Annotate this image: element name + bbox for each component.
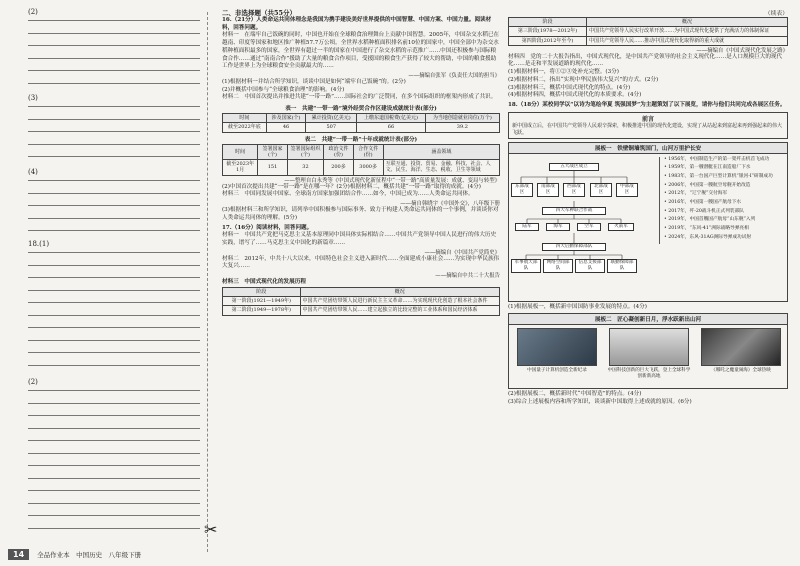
exhibit-board-2 bbox=[508, 313, 788, 389]
table4-head: 阶段 bbox=[509, 18, 587, 27]
answer-line[interactable] bbox=[28, 265, 200, 266]
tree-branch-navy: 海军 bbox=[546, 223, 570, 231]
table2 bbox=[222, 144, 500, 176]
table1-cell: 46 bbox=[266, 123, 305, 132]
table3-cell: 第二阶段(1949—1978年) bbox=[223, 306, 301, 315]
scissors-icon: ✂ bbox=[204, 520, 218, 539]
tree-zone-north: 北部战区 bbox=[590, 183, 612, 197]
answer-line[interactable] bbox=[28, 302, 200, 303]
answer-line[interactable] bbox=[28, 20, 200, 21]
answer-line[interactable] bbox=[28, 503, 200, 504]
answer-line[interactable] bbox=[28, 465, 200, 466]
table2-caption: 表二 共建“一带一路”十年成就统计表(部分) bbox=[304, 136, 418, 143]
answer-line[interactable] bbox=[28, 340, 200, 341]
q16-head: 16.（21分）人类命运共同体理念是我国为携手建设美好世界提供的中国智慧、中国方案、中国力量。阅读材料，回答问题。 bbox=[222, 17, 492, 31]
answer-line[interactable] bbox=[28, 515, 200, 516]
tree-row2-title: 四大军种联合作战 bbox=[542, 207, 606, 215]
q17-head: 17.（16分）阅读材料，回答问题。 bbox=[222, 224, 313, 231]
timeline bbox=[659, 157, 785, 244]
timeline-item: • 2019年，“东风-41”洲际战略导弹亮相 bbox=[664, 226, 749, 232]
q16-material2: 材料二 中国首次提出并推进共建“一带一路”……国际社会的广泛赞同，在多个国际组织的框架内形成了共识。 bbox=[222, 94, 497, 101]
table2-cell: 互联互通、投资、贸易、金融、科技、社会、人文、民生、海洋、生态、税收、卫生等领域 bbox=[383, 160, 499, 176]
q17-material1: 材料一 中国共产党把马克思主义基本原理同中国具体实际相结合……中国共产党领导中国人民进行的伟大历史实践，谱写了……马克思主义中国化的新篇章…… bbox=[222, 232, 497, 246]
answer-line[interactable] bbox=[28, 205, 200, 206]
q17-material2: 材料二 2012年，中共十八大以来，中国特色社会主义进入新时代……全面建成小康社会……为实现中华民族伟大复兴…… bbox=[222, 255, 500, 270]
q16-q3: (3)根据材料三和所学知识，请列举中国积极参与国际事务、致力于构建人类命运共同体的一个事例，并谈谈你对人类命运共同体的理解。(5分) bbox=[222, 207, 499, 221]
q18-q2: (2)根据展板二，概括新时代“中国智造”的特点。(4分) bbox=[508, 391, 642, 398]
book-title: 全品作业本 中国历史 八年级下册 bbox=[37, 551, 142, 559]
table1-caption: 表一 共建“一带一路”境外经贸合作区建设成就统计表(部分) bbox=[285, 106, 437, 113]
answer-line[interactable] bbox=[28, 415, 200, 416]
q16-q2: (2)并概括中国参与“全球粮食治理”的影响。(4分) bbox=[222, 86, 345, 93]
table2-cell: 32 bbox=[287, 160, 324, 176]
answer-line[interactable] bbox=[28, 403, 200, 404]
quantum-computer-image bbox=[517, 328, 597, 366]
timeline-item: • 1956年，中国制造生产的第一架歼击机首飞成功 bbox=[664, 156, 770, 162]
table3-cell: 第一阶段(1921—1949年) bbox=[223, 297, 301, 306]
tree-zone-central: 中部战区 bbox=[616, 183, 638, 197]
tree-branch-rocket: 火箭军 bbox=[608, 223, 634, 231]
table1-head: 累计投资(亿美元) bbox=[306, 114, 357, 123]
table1-head: 涉及国家(个) bbox=[266, 114, 305, 123]
table2-cell: 200多 bbox=[324, 160, 353, 176]
q16-m1-source: ——摘编自张军《负责任大国的担当》 bbox=[408, 73, 500, 80]
table1-head: 为当地创造就业岗位(万个) bbox=[425, 114, 499, 123]
answer-line[interactable] bbox=[28, 315, 200, 316]
q18-q3: (3)综合上述展板内容和所学知识，谈谈新中国取得上述成就的原因。(6分) bbox=[508, 399, 692, 405]
answer-line[interactable] bbox=[28, 528, 200, 529]
table4-head: 概况 bbox=[587, 18, 788, 27]
tree-support-1: 军事航天部队 bbox=[511, 259, 541, 273]
table3-head: 阶段 bbox=[223, 287, 301, 296]
table4-cell: 第三阶段(1978—2012年) bbox=[509, 27, 587, 36]
preface-title: 前言 bbox=[641, 115, 654, 123]
table1 bbox=[222, 113, 500, 133]
answer-line[interactable] bbox=[28, 218, 200, 219]
answer-label-18-1: 18.(1) bbox=[28, 240, 50, 248]
q17-m1-source: ——摘编自《中国共产党简史》 bbox=[424, 249, 500, 256]
table1-cell: 66 bbox=[357, 123, 425, 132]
board2-title: 展板二 匠心凝创新日月，浮水跃新出山河 bbox=[509, 314, 787, 325]
answer-line[interactable] bbox=[28, 33, 200, 34]
table3-head: 概况 bbox=[300, 287, 499, 296]
table3-cell: 中国共产党团结带领人民……建立起独立的比较完整的工业体系和国民经济体系 bbox=[300, 306, 499, 315]
answer-line[interactable] bbox=[28, 440, 200, 441]
answer-line[interactable] bbox=[28, 252, 200, 253]
tree-zone-south: 南部战区 bbox=[537, 183, 559, 197]
table1-head: 时间 bbox=[223, 114, 267, 123]
tree-support-4: 联勤保障部队 bbox=[607, 259, 637, 273]
preface-text: 新中国成立后，在中国共产党领导人民艰辛探索，积极推进中国的现代化建设，实现了从站起来到富起来再到强起来的伟大飞跃。 bbox=[512, 122, 783, 136]
table2-cell: 截至2023年1月 bbox=[223, 160, 258, 176]
table1-head: 上缴东道国税费(亿美元) bbox=[357, 114, 425, 123]
timeline-item: • 2019年，中国首艘国产航母“山东舰”入列 bbox=[664, 217, 756, 223]
answer-line[interactable] bbox=[28, 70, 200, 71]
tree-branch-army: 陆军 bbox=[515, 223, 539, 231]
timeline-item: • 1983年，第一台国产巨型计算机“银河-I”研制成功 bbox=[664, 173, 773, 179]
q17-m3-source: ——摘编自《中国式现代化发展之路》 bbox=[696, 47, 788, 54]
answer-line[interactable] bbox=[28, 490, 200, 491]
q17-material4: 材料四 党的二十大报告指出，中国式现代化，是中国共产党领导的社会主义现代化……是人口规模巨大的现代化……是走和平发展道路的现代化…… bbox=[508, 53, 783, 68]
q18-head: 18.（18分）某校同学以“以诗为笔绘华夏 筑强国梦”为主题策划了以下展览，请你与他们共同完成各展区任务。 bbox=[508, 102, 786, 109]
cut-divider bbox=[207, 12, 208, 552]
page-number: 14 bbox=[8, 549, 29, 560]
table2-head: 时间 bbox=[223, 144, 258, 160]
q16-m2-source: ——整理自白永秀等《中国式现代化新征程中“一带一路”高质量发展：成就、变局与转型》 bbox=[284, 177, 500, 184]
table1-cell: 39.2 bbox=[425, 123, 499, 132]
answer-column bbox=[28, 8, 203, 548]
answer-line[interactable] bbox=[28, 131, 200, 132]
q17-m2-source: ——摘编自中共二十大报告 bbox=[435, 273, 500, 280]
tree-branch-airforce: 空军 bbox=[577, 223, 601, 231]
answer-label-3: (3) bbox=[28, 94, 38, 102]
tech-innovation-image bbox=[609, 328, 689, 366]
answer-line[interactable] bbox=[28, 45, 200, 46]
timeline-item: • 2012年，“辽宁舰”交付海军 bbox=[664, 191, 728, 197]
table1-cell: 507 bbox=[306, 123, 357, 132]
answer-line[interactable] bbox=[28, 277, 200, 278]
table4-cell: 中国共产党领导人民……推动中国式现代化取得新的重大成就 bbox=[587, 36, 788, 45]
answer-line[interactable] bbox=[28, 193, 200, 194]
q17-q1: (1)根据材料一，将①②③处补充完整。(3分) bbox=[508, 69, 619, 76]
pic-caption-1: 中国量子计算机创造全新纪录 bbox=[527, 368, 587, 374]
preface-box bbox=[508, 112, 788, 139]
answer-line[interactable] bbox=[28, 352, 200, 353]
q16-q2b: (2)中国首次提出共建“一带一路”是在哪一年？(2分)根据材料二，概括共建“一带一路”取得的成就。(4分) bbox=[222, 183, 481, 190]
tree-top-node: 五大战区成立 bbox=[549, 163, 599, 171]
tree-support-2: 网络空间部队 bbox=[543, 259, 573, 273]
answer-line[interactable] bbox=[28, 453, 200, 454]
answer-line[interactable] bbox=[28, 156, 200, 157]
answer-line[interactable] bbox=[28, 365, 200, 366]
pic-caption-2: 中国科技创新的巨大飞跃，登上全球科学创新新高地 bbox=[607, 368, 691, 380]
answer-line[interactable] bbox=[28, 428, 200, 429]
page-footer bbox=[8, 549, 141, 560]
q16-q1: (1)根据材料一并结合所学知识，谈谈中国是如何“端牢自己饭碗”的。(2分) bbox=[222, 79, 406, 86]
nezha-movie-image bbox=[701, 328, 781, 366]
tree-zone-west: 西部战区 bbox=[563, 183, 585, 197]
table2-head: 签署国际组织(个) bbox=[287, 144, 324, 160]
q17-q2: (2)根据材料二，指出“实现中华民族伟大复兴”的方式。(2分) bbox=[508, 76, 659, 83]
table1-cell: 截至2022年底 bbox=[223, 123, 267, 132]
answer-line[interactable] bbox=[28, 83, 200, 84]
q17-material3: 材料三 中国式现代化的发展历程 bbox=[222, 279, 306, 286]
table2-head: 涵盖领域 bbox=[383, 144, 499, 160]
answer-line[interactable] bbox=[28, 144, 200, 145]
pic-caption-3: 《哪吒之魔童闹海》全球热映 bbox=[711, 368, 771, 374]
timeline-item: • 2017年，歼-20战斗机正式列装部队 bbox=[664, 208, 744, 214]
answer-label-18-2: (2) bbox=[28, 378, 38, 386]
continued-label: （续表） bbox=[764, 11, 788, 17]
tree-zone-east: 东部战区 bbox=[511, 183, 533, 197]
table3 bbox=[222, 287, 500, 316]
answer-line[interactable] bbox=[28, 478, 200, 479]
tree-support-3: 信息支援部队 bbox=[575, 259, 605, 273]
timeline-item: • 2016年，中国第一艘国产航母下水 bbox=[664, 200, 742, 206]
answer-line[interactable] bbox=[28, 290, 200, 291]
timeline-item: • 1959年，第一艘潜艇在江南造船厂下水 bbox=[664, 165, 751, 171]
timeline-item: • 2024年，东风-31AG洲际导弹成功试射 bbox=[664, 234, 752, 240]
table2-head: 政治文件(份) bbox=[324, 144, 353, 160]
answer-line[interactable] bbox=[28, 58, 200, 59]
answer-label-2: (2) bbox=[28, 8, 38, 16]
q16-material3: 材料三 中国同发展中国家、全球南方国家加强团结合作……如今，中国已成为……人类命运共同体。 bbox=[222, 191, 474, 198]
q18-q1: (1)根据展板一，概括新中国国防事业发展的特点。(4分) bbox=[508, 303, 647, 310]
q17-q4: (4)根据材料四，概括中国式现代化的本质要求。(4分) bbox=[508, 92, 642, 99]
board1-title: 展板一 铁壁铜墙筑国门，山河万里护长安 bbox=[509, 143, 787, 154]
table2-head: 合作文件(份) bbox=[353, 144, 383, 160]
middle-column bbox=[222, 8, 500, 556]
table2-cell: 3000多 bbox=[353, 160, 383, 176]
answer-line[interactable] bbox=[28, 390, 200, 391]
table2-head: 签署国家(个) bbox=[258, 144, 287, 160]
table4-cell: 中国共产党领导人民实行改革开放……为中国式现代化提供了充满活力的体制保证 bbox=[587, 27, 788, 36]
table4-cell: 第四阶段(2012年至今) bbox=[509, 36, 587, 45]
answer-line[interactable] bbox=[28, 119, 200, 120]
q16-material1: 材料一 在端牢自己饭碗的同时，中国也开始在全球粮食治理舞台上贡献中国智慧。2005年，中国杂交水稻已在越南、印度等国家和地区推广种植57.7万公顷。全世界水稻种植面积排名前10位的国家中，中国全部中为杂交水稻种植面积最多的国家，全世界有超过一半的国家在中国进行了杂交水稻的示范推广……中国还积极参与国际粮食合作……通过“南南合作”援助了大量的粮食合作项目，受援国的粮食生产获得了较大的帮助，中国的粮食援助工作是世界上为全球粮食安全贡献最大的…… bbox=[222, 32, 500, 70]
answer-line[interactable] bbox=[28, 230, 200, 231]
answer-label-4: (4) bbox=[28, 168, 38, 176]
timeline-item: • 2006年，中国第一艘航空母舰开始改造 bbox=[664, 182, 751, 188]
answer-line[interactable] bbox=[28, 180, 200, 181]
q16-m3-source: ——摘自韩晓宇《中国外交》，八年级下册 bbox=[400, 201, 500, 208]
tree-row3-title: 四大后勤保障部队 bbox=[542, 243, 606, 251]
section-title: 二、非选择题（共55分） bbox=[222, 9, 297, 17]
table3-cell: 中国共产党团结带领人民进行新民主主义革命……为实现现代化创造了根本社会条件 bbox=[300, 297, 499, 306]
answer-line[interactable] bbox=[28, 327, 200, 328]
table4 bbox=[508, 17, 788, 46]
right-column bbox=[508, 8, 788, 556]
table2-cell: 151 bbox=[258, 160, 287, 176]
exhibit-board-1 bbox=[508, 142, 788, 302]
q17-q3: (3)根据材料三，概括中国式现代化的特点。(4分) bbox=[508, 84, 631, 91]
answer-line[interactable] bbox=[28, 106, 200, 107]
